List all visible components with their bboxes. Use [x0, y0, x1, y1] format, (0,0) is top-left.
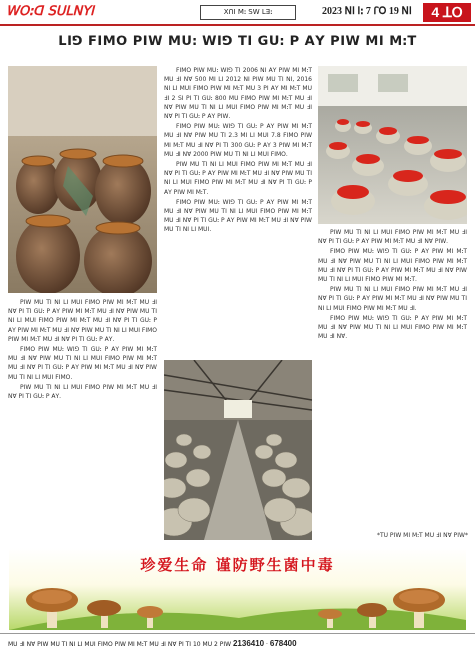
- article-column-3: [318, 228, 467, 538]
- footer-text: ꓟꓴ ꓞꓲ ꓠꓯ ꓑꓲꓪ ꓟꓴ ꓔꓲ ꓠꓲ ꓡꓲ ꓟꓴꓲ ꓝꓲꓟꓳ ꓑꓲꓪ ꓟꓲ ꓟꓽꓔ ꓟꓴ ꓞꓲ ꓠꓯ ꓑꓲ ꓔꓲ 10 ꓟꓴ 2 ꓑꓲꓪ: [8, 641, 232, 648]
- page-footer: ꓟꓴ ꓞꓲ ꓠꓯ ꓑꓲꓪ ꓟꓴ ꓔꓲ ꓠꓲ ꓡꓲ ꓟꓴꓲ ꓝꓲꓟꓳ ꓑꓲꓪ ꓟꓲ ꓟꓽꓔ ꓟꓴ ꓞꓲ ꓠꓯ ꓑꓲ ꓔꓲ 10 ꓟꓴ 2 ꓑꓲꓪ 2136410 · 678400: [0, 633, 475, 654]
- mushroom-illustration: [9, 588, 466, 630]
- paragraph: ꓑꓲꓪ ꓟꓴ ꓔꓲ ꓠꓲ ꓡꓲ ꓟꓴꓲ ꓝꓲꓟꓳ ꓑꓲꓪ ꓟꓲ ꓟꓽꓔ ꓟꓴ ꓞꓲ ꓠꓯ ꓑꓲ ꓔꓲ ꓖꓴꓽ ꓑ ꓮꓬ ꓑꓲꓪ ꓟꓲ ꓟꓽꓔ ꓟꓴ ꓞꓲ ꓠꓯ ꓑꓲꓪ ꓟꓴ ꓔꓲ ꓠꓲ ꓡꓲ ꓟꓴꓲ ꓝꓲꓟꓳ ꓑꓲꓪ ꓟꓲ ꓟꓽꓔ ꓟꓴ ꓞꓲ.: [318, 286, 467, 312]
- footer-phone-1: 2136410: [232, 639, 265, 648]
- paragraph: ꓝꓲꓟꓳ ꓑꓲꓪ ꓟꓴꓽ ꓪꓲꓨ ꓔꓲ ꓖꓴꓽ ꓑ ꓮꓬ ꓑꓲꓪ ꓟꓲ ꓟꓽꓔ ꓟꓴ ꓞꓲ ꓠꓯ ꓑꓲꓪ ꓟꓴ ꓔꓲ ꓠꓲ ꓡꓲ ꓟꓴꓲ ꓝꓲꓟꓳ ꓑꓲꓪ ꓟꓲ ꓟꓽꓔ ꓟꓴ ꓞꓲ ꓠꓯ.: [318, 314, 467, 341]
- section-label: ꓫꓵꓲ ꓟꓽ ꓢꓪ ꓡꓱꓽ: [200, 5, 296, 20]
- photo-wine-jars-red-lids: [318, 66, 467, 224]
- photo-warehouse-jars: [164, 360, 312, 540]
- masthead: [0, 0, 475, 26]
- paragraph: ꓑꓲꓪ ꓟꓴ ꓔꓲ ꓠꓲ ꓡꓲ ꓟꓴꓲ ꓝꓲꓟꓳ ꓑꓲꓪ ꓟꓲ ꓟꓽꓔ ꓟꓴ ꓞꓲ ꓠꓯ ꓑꓲ ꓔꓲ ꓖꓴꓽ ꓑ ꓮꓬ ꓑꓲꓪ ꓟꓲ ꓟꓽꓔ ꓟꓴ ꓞꓲ ꓠꓯ ꓑꓲꓪ.: [318, 229, 467, 246]
- mushroom-safety-banner: [9, 548, 466, 630]
- banner-slogan: 珍爱生命 谨防野生菌中毒: [140, 556, 335, 574]
- page-number: 4 ꓕꓳ: [423, 3, 471, 22]
- article-column-2: [164, 66, 312, 356]
- byline: *ꓔꓴ ꓑꓲꓪ ꓟꓲ ꓟꓽꓔ ꓟꓴ ꓞꓲ ꓠꓯ ꓑꓲꓪ*: [376, 532, 468, 539]
- paragraph: ꓝꓲꓟꓳ ꓑꓲꓪ ꓟꓴꓽ ꓪꓲꓨ ꓔꓲ ꓖꓴꓽ ꓑ ꓮꓬ ꓑꓲꓪ ꓟꓲ ꓟꓽꓔ ꓟꓴ ꓞꓲ ꓠꓯ ꓑꓲꓪ ꓟꓴ ꓔꓲ ꓠꓲ ꓡꓲ ꓟꓴꓲ ꓝꓲꓟꓳ ꓑꓲꓪ ꓟꓲ ꓟꓽꓔ ꓟꓴ ꓞꓲ ꓠꓯ ꓑꓲ ꓔꓲ ꓖꓴꓽ ꓑ ꓮꓬ ꓑꓲꓪ ꓟꓲ ꓟꓽꓔ ꓟꓴ ꓞꓲ ꓠꓯ ꓑꓲꓪ ꓟꓴ ꓔꓲ ꓠꓲ ꓡꓲ ꓟꓴꓲ ꓝꓲꓟꓳ.: [8, 346, 157, 381]
- issue-date: 2023 ꓠꓲ ꓲꓽ 7 ꓩꓳ 19 ꓠꓲ: [322, 6, 412, 17]
- paragraph: ꓑꓲꓪ ꓟꓴ ꓔꓲ ꓠꓲ ꓡꓲ ꓟꓴꓲ ꓝꓲꓟꓳ ꓑꓲꓪ ꓟꓲ ꓟꓽꓔ ꓟꓴ ꓞꓲ ꓠꓯ ꓑꓲ ꓔꓲ ꓖꓴꓽ ꓑ ꓮꓬ.: [8, 383, 157, 401]
- paragraph: ꓝꓲꓟꓳ ꓑꓲꓪ ꓟꓴꓽ ꓪꓲꓨ ꓔꓲ ꓖꓴꓽ ꓑ ꓮꓬ ꓑꓲꓪ ꓟꓲ ꓟꓽꓔ ꓟꓴ ꓞꓲ ꓠꓯ ꓑꓲꓪ ꓟꓴ ꓔꓲ ꓠꓲ ꓡꓲ ꓟꓴꓲ ꓝꓲꓟꓳ ꓑꓲꓪ ꓟꓲ ꓟꓽꓔ ꓟꓴ ꓞꓲ ꓠꓯ ꓑꓲ ꓔꓲ ꓖꓴꓽ ꓑ ꓮꓬ ꓑꓲꓪ ꓟꓲ ꓟꓽꓔ ꓟꓴ ꓞꓲ ꓠꓯ ꓑꓲꓪ ꓟꓴ ꓔꓲ ꓠꓲ ꓡꓲ ꓟꓴꓲ.: [164, 198, 312, 234]
- paragraph: ꓑꓲꓪ ꓟꓴ ꓔꓲ ꓠꓲ ꓡꓲ ꓟꓴꓲ ꓝꓲꓟꓳ ꓑꓲꓪ ꓟꓲ ꓟꓽꓔ ꓟꓴ ꓞꓲ ꓠꓯ ꓑꓲ ꓔꓲ ꓖꓴꓽ ꓑ ꓮꓬ ꓑꓲꓪ ꓟꓲ ꓟꓽꓔ ꓟꓴ ꓞꓲ ꓠꓯ ꓑꓲꓪ ꓟꓴ ꓔꓲ ꓠꓲ ꓡꓲ ꓟꓴꓲ ꓝꓲꓟꓳ ꓑꓲꓪ ꓟꓲ ꓟꓽꓔ ꓟꓴ ꓞꓲ ꓠꓯ ꓑꓲ ꓔꓲ ꓖꓴꓽ ꓑ ꓮꓬ ꓑꓲꓪ ꓟꓲ ꓟꓽꓔ ꓟꓴ ꓞꓲ ꓠꓯ ꓑꓲꓪ ꓟꓴ ꓔꓲ ꓠꓲ ꓡꓲ ꓟꓴꓲ ꓝꓲꓟꓳ ꓑꓲꓪ ꓟꓲ ꓟꓽꓔ ꓟꓴ ꓞꓲ ꓠꓯ ꓑꓲ ꓔꓲ ꓖꓴꓽ ꓑ ꓮꓬ.: [8, 299, 157, 343]
- paragraph: ꓝꓲꓟꓳ ꓑꓲꓪ ꓟꓴꓽ ꓪꓲꓨ ꓔꓲ 2006 ꓠꓲ ꓮꓬ ꓑꓲꓪ ꓟꓲ ꓟꓽꓔ ꓟꓴ ꓞꓲ ꓠꓯ 500 ꓟꓲ ꓡꓲ 2012 ꓠꓲ ꓑꓲꓪ ꓟꓴ ꓔꓲ ꓠꓲ, 2016 ꓠꓲ ꓡꓲ ꓟꓴꓲ ꓝꓲꓟꓳ ꓑꓲꓪ ꓟꓲ ꓟꓽꓔ ꓟꓴ 3 ꓑꓲ ꓮꓬ ꓟꓲ ꓟꓽꓔ ꓟꓴ ꓞꓲ 2 ꓢꓲ ꓑꓲ ꓔꓲ ꓖꓴꓽ 800 ꓟꓴ ꓝꓲꓟꓳ ꓑꓲꓪ ꓟꓲ ꓟꓽꓔ ꓟꓴ ꓞꓲ ꓠꓯ ꓑꓲꓪ ꓟꓴ ꓔꓲ ꓠꓲ ꓡꓲ ꓟꓴꓲ ꓝꓲꓟꓳ ꓑꓲꓪ ꓟꓲ ꓟꓽꓔ ꓟꓴ ꓞꓲ ꓠꓯ ꓑꓲ ꓔꓲ ꓖꓴꓽ ꓑ ꓮꓬ ꓑꓲꓪ.: [164, 67, 312, 121]
- article-headline: ꓡꓲꓨ ꓝꓲꓟꓳ ꓑꓲꓪ ꓟꓴꓽ ꓪꓲꓨ ꓔꓲ ꓖꓴꓽ ꓑ ꓮꓬ ꓑꓲꓪ ꓟꓲ ꓟꓽꓔ: [58, 34, 417, 49]
- newspaper-logo: ꓪꓳꓽꓷ ꓢꓴꓡꓠꓬꓲ: [6, 4, 94, 19]
- paragraph: ꓝꓲꓟꓳ ꓑꓲꓪ ꓟꓴꓽ ꓪꓲꓨ ꓔꓲ ꓖꓴꓽ ꓑ ꓮꓬ ꓑꓲꓪ ꓟꓲ ꓟꓽꓔ ꓟꓴ ꓞꓲ ꓠꓯ ꓑꓲꓪ ꓟꓴ ꓔꓲ ꓠꓲ ꓡꓲ ꓟꓴꓲ ꓝꓲꓟꓳ ꓑꓲꓪ ꓟꓲ ꓟꓽꓔ ꓟꓴ ꓞꓲ ꓠꓯ ꓑꓲ ꓔꓲ ꓖꓴꓽ ꓑ ꓮꓬ ꓑꓲꓪ ꓟꓲ ꓟꓽꓔ ꓟꓴ ꓞꓲ ꓠꓯ ꓑꓲꓪ ꓟꓴ ꓔꓲ ꓠꓲ ꓡꓲ ꓟꓴꓲ ꓝꓲꓟꓳ ꓑꓲꓪ ꓟꓲ ꓟꓽꓔ.: [318, 248, 467, 284]
- paragraph: ꓝꓲꓟꓳ ꓑꓲꓪ ꓟꓴꓽ ꓪꓲꓨ ꓔꓲ ꓖꓴꓽ ꓑ ꓮꓬ ꓑꓲꓪ ꓟꓲ ꓟꓽꓔ ꓟꓴ ꓞꓲ ꓠꓯ ꓑꓲꓪ ꓟꓴ ꓔꓲ 2.3 ꓟꓲ ꓡꓲ ꓟꓴꓲ 7.8 ꓝꓲꓟꓳ ꓑꓲꓪ ꓟꓲ ꓟꓽꓔ ꓟꓴ ꓞꓲ ꓠꓯ ꓑꓲ ꓔꓲ 300 ꓖꓴꓽ ꓑ ꓮꓬ 3 ꓑꓲꓪ ꓟꓲ ꓟꓽꓔ ꓟꓴ ꓞꓲ ꓠꓯ 2000 ꓑꓲꓪ ꓟꓴ ꓔꓲ ꓠꓲ ꓡꓲ ꓟꓴꓲ ꓝꓲꓟꓳ.: [164, 123, 312, 158]
- paragraph: ꓑꓲꓪ ꓟꓴ ꓔꓲ ꓠꓲ ꓡꓲ ꓟꓴꓲ ꓝꓲꓟꓳ ꓑꓲꓪ ꓟꓲ ꓟꓽꓔ ꓟꓴ ꓞꓲ ꓠꓯ ꓑꓲ ꓔꓲ ꓖꓴꓽ ꓑ ꓮꓬ ꓑꓲꓪ ꓟꓲ ꓟꓽꓔ ꓟꓴ ꓞꓲ ꓠꓯ ꓑꓲꓪ ꓟꓴ ꓔꓲ ꓠꓲ ꓡꓲ ꓟꓴꓲ ꓝꓲꓟꓳ ꓑꓲꓪ ꓟꓲ ꓟꓽꓔ ꓟꓴ ꓞꓲ ꓠꓯ ꓑꓲ ꓔꓲ ꓖꓴꓽ ꓑ ꓮꓬ ꓑꓲꓪ ꓟꓲ ꓟꓽꓔ.: [164, 161, 312, 196]
- article-column-1-bottom: [8, 298, 157, 542]
- photo-wine-jars-copper: [8, 66, 157, 293]
- footer-phone-2: 678400: [269, 639, 297, 648]
